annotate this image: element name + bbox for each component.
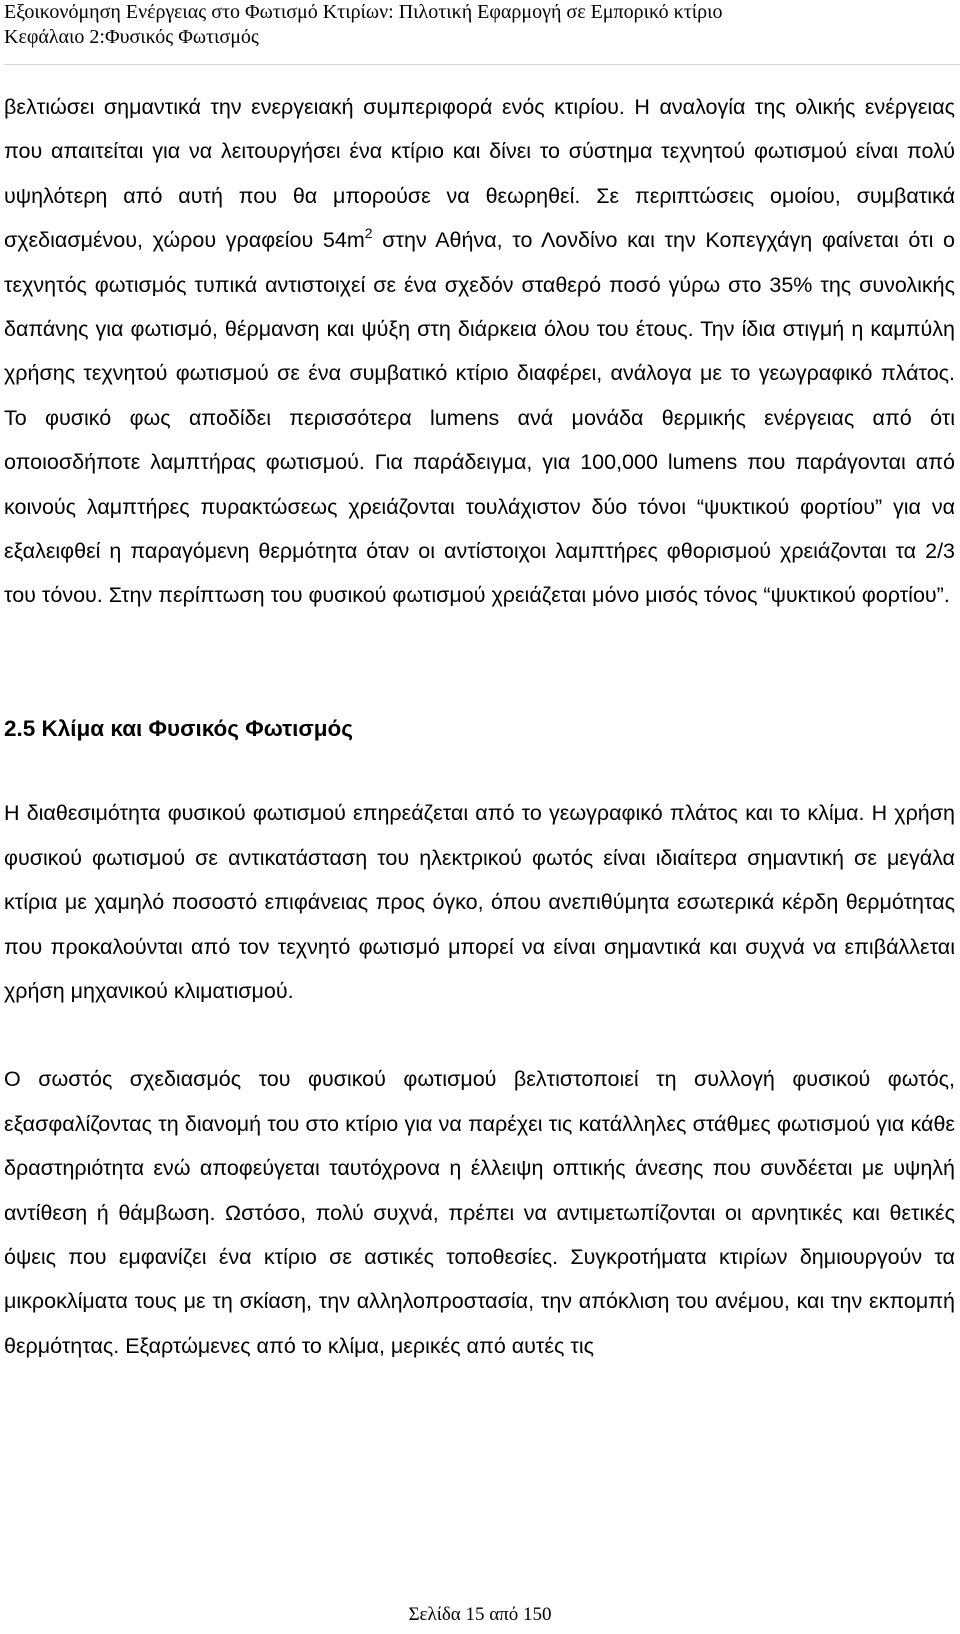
section-heading: 2.5 Κλίμα και Φυσικός Φωτισμός (4, 715, 353, 741)
chapter-title: Κεφάλαιο 2:Φυσικός Φωτισμός (4, 26, 259, 48)
paragraph-text: βελτιώσει σημαντικά την ενεργειακή συμπεριφορά ενός κτιρίου. Η αναλογία της ολικής ενέργειας που απαιτείται για να λειτουργήσει ένα κτίριο και δίνει το σύστημα τεχνητού φωτισμού είναι πολύ υψηλότερη από αυτή που θα μπορούσε να θεωρηθεί. Σε περιπτώσεις ομοίου, συμβατικά σχεδιασμένου, χώρου γραφείου 54m (4, 95, 955, 253)
page-number: Σελίδα 15 από 150 (408, 1604, 552, 1625)
paragraph-design-optimization: Ο σωστός σχεδιασμός του φυσικού φωτισμού βελτιστοποιεί τη συλλογή φυσικού φωτός, εξασφαλίζοντας τη διανομή του στο κτίριο για να παρέχει τις κατάλληλες στάθμες φωτισμού για κάθε δραστηριότητα ενώ αποφεύγεται ταυτόχρονα η έλλειψη οπτικής άνεσης που συνδέεται με υψηλή αντίθεση ή θάμβωση. Ωστόσο, πολύ συχνά, πρέπει να αντιμετωπίζονται οι αρνητικές και θετικές όψεις που εμφανίζει ένα κτίριο σε αστικές τοποθεσίες. Συγκροτήματα κτιρίων δημιουργούν τα μικροκλίματα τους με τη σκίαση, την αλληλοπροστασία, την απόκλιση του ανέμου, και την εκπομπή θερμότητας. Εξαρτώμενες από το κλίμα, μερικές από αυτές τις (4, 1067, 955, 1358)
paragraph-text: στην Αθήνα, το Λονδίνο και την Κοπεγχάγη φαίνεται ότι ο τεχνητός φωτισμός τυπικά αντιστοιχεί σε ένα σχεδόν σταθερό ποσό γύρω στο 35% της συνολικής δαπάνης για φωτισμό, θέρμανση και ψύξη στη διάρκεια όλου του έτους. Την ίδια στιγμή η καμπύλη χρήσης τεχνητού φωτισμού σε ένα συμβατικό κτίριο διαφέρει, ανάλογα με το γεωγραφικό πλάτος. Το φυσικό φως αποδίδει περισσότερα lumens ανά μονάδα θερμικής ενέργειας από ότι οποιοσδήποτε λαμπτήρας φωτισμού. Για παράδειγμα, για 100,000 lumens που παράγονται από κοινούς λαμπτήρες πυρακτώσεως χρειάζονται τουλάχιστον δύο τόνοι “ψυκτικού φορτίου” για να εξαλειφθεί η παραγόμενη θερμότητα όταν οι αντίστοιχοι λαμπτήρες φθορισμού χρειάζονται τα 2/3 του τόνου. Στην περίπτωση του φυσικού φωτισμού χρειάζεται μόνο μισός τόνος “ψυκτικού φορτίου”. (4, 228, 955, 608)
document-title: Εξοικονόμηση Ενέργειας στο Φωτισμό Κτιρίων: Πιλοτική Εφαρμογή σε Εμπορικό κτίριο (4, 1, 723, 23)
superscript-exponent: 2 (364, 225, 373, 242)
header-divider (4, 64, 960, 65)
paragraph-energy-lighting (4, 85, 955, 618)
page-header (4, 0, 954, 50)
paragraph-climate-availability: Η διαθεσιμότητα φυσικού φωτισμού επηρεάζεται από το γεωγραφικό πλάτος και το κλίμα. Η χρήση φυσικού φωτισμού σε αντικατάσταση του ηλεκτρικού φωτός είναι ιδιαίτερα σημαντική σε μεγάλα κτίρια με χαμηλό ποσοστό επιφάνειας προς όγκο, όπου ανεπιθύμητα εσωτερικά κέρδη θερμότητας που προκαλούνται από τον τεχνητό φωτισμό μπορεί να είναι σημαντικά και συχνά να επιβάλλεται χρήση μηχανικού κλιματισμού. (4, 801, 955, 1003)
page-content (4, 85, 955, 1368)
